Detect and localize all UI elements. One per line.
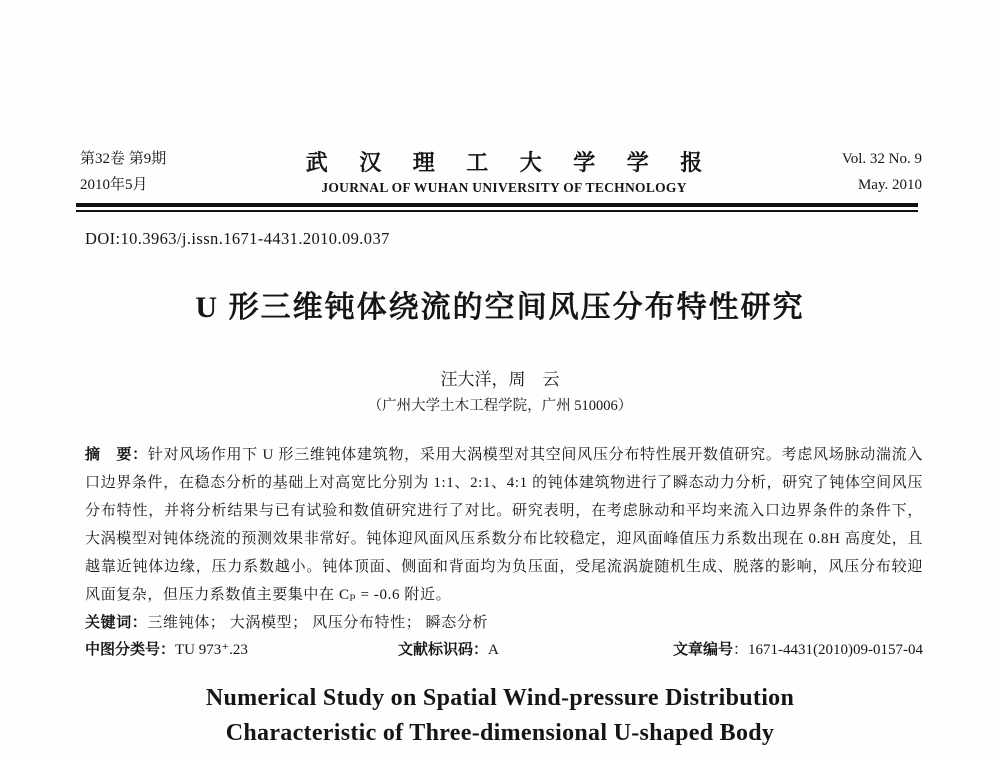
issue-info-en — [842, 146, 922, 198]
article-no-value: ：1671-4431(2010)09-0157-04 — [733, 642, 923, 658]
clc-value: TU 973⁺.23 — [175, 642, 248, 658]
journal-name-block — [166, 146, 842, 196]
doc-code-label: 文献标识码： — [397, 642, 488, 658]
doc-code-value: A — [487, 642, 499, 658]
article-no-label: 文章编号 — [673, 642, 734, 658]
volume-issue-cn: 第32卷 第9期 — [80, 151, 167, 167]
article-title-en-line1: Numerical Study on Spatial Wind-pressure Distribution — [205, 685, 795, 711]
abstract-text: 针对风场作用下 U 形三维钝体建筑物，采用大涡模型对其空间风压分布特性展开数值研究。考虑风场脉动湍流入口边界条件，在稳态分析的基础上对高宽比分别为 1:1、2:1、4:1 的钝体建筑物进行了瞬态动力分析，研究了钝体空间风压分布特性，并将分析结果与已有试验和数值研究进行了对比。研究表明，在考虑脉动和平均来流入口边界条件的条件下，大涡模型对钝体绕流的预测效果非常好。钝体迎风面风压系数分布比较稳定，迎风面峰值压力系数出现在 0.8H 高度处，且越靠近钝体边缘，压力系数越小。钝体顶面、侧面和背面均为负压面，受尾流涡旋随机生成、脱落的影响，风压分布较迎风面复杂，但压力系数值主要集中在 Cₚ = -0.6 附近。 — [85, 447, 923, 603]
header-rule-thin-line — [76, 210, 918, 212]
keywords-text: 三维钝体； 大涡模型； 风压分布特性； 瞬态分析 — [147, 615, 489, 631]
article-title-en — [0, 681, 1000, 751]
header-rule-thick-line — [76, 203, 918, 207]
issue-date-en: May. 2010 — [857, 177, 922, 193]
abstract-paragraph — [85, 441, 923, 609]
clc-item — [85, 638, 248, 659]
authors-line: 汪大洋，周 云 — [440, 370, 560, 389]
volume-issue-en: Vol. 32 No. 9 — [841, 151, 922, 167]
article-title-cn: U 形三维钝体绕流的空间风压分布特性研究 — [195, 291, 805, 324]
doc-code-item — [398, 638, 499, 659]
journal-header — [80, 146, 922, 198]
keywords-label: 关键词： — [85, 615, 148, 631]
article-no-item — [673, 638, 923, 659]
issue-date-cn: 2010年5月 — [80, 177, 148, 193]
header-rule — [76, 203, 918, 212]
clc-label: 中图分类号： — [85, 642, 176, 658]
classification-row — [85, 638, 923, 659]
abstract-label: 摘 要： — [85, 447, 148, 463]
journal-name-cn: 武 汉 理 工 大 学 学 报 — [305, 150, 716, 175]
doi-line: DOI:10.3963/j.issn.1671-4431.2010.09.037 — [85, 229, 390, 248]
keywords-line — [85, 611, 923, 632]
affiliation-line: （广州大学土木工程学院，广州 510006） — [367, 398, 633, 414]
journal-name-en: JOURNAL OF WUHAN UNIVERSITY OF TECHNOLOGY — [321, 180, 687, 195]
issue-info-cn — [80, 146, 166, 198]
article-title-en-line2: Characteristic of Three-dimensional U-shaped Body — [225, 720, 775, 746]
